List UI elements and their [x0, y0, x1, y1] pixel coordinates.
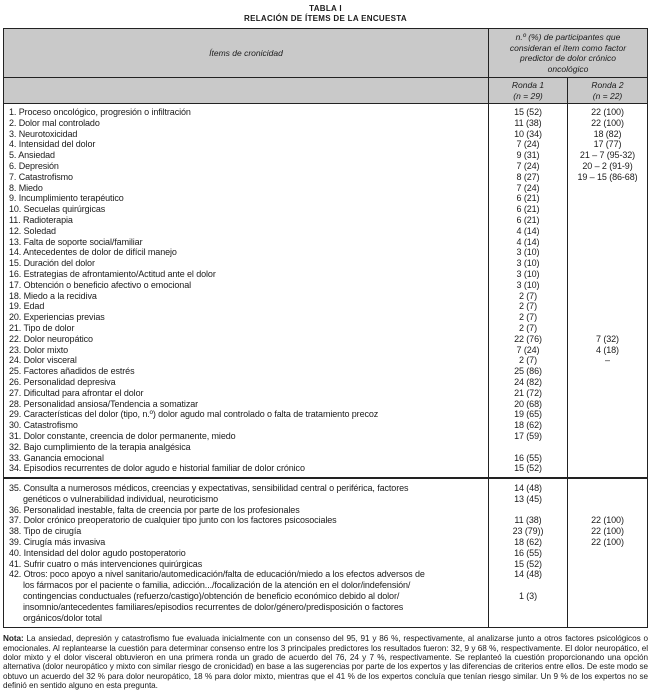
- round2-value: 22 (100): [567, 526, 647, 537]
- table-row: [4, 161, 647, 172]
- table-row: [4, 613, 647, 628]
- item-label: 37. Dolor crónico preoperatorio de cualquier tipo junto con los factores psicosociales: [9, 515, 337, 526]
- round1-value: 9 (31): [488, 150, 567, 161]
- table-row: [4, 104, 647, 118]
- round1-value: 13 (45): [488, 494, 567, 505]
- round2-value: [567, 548, 647, 559]
- table-row: [4, 323, 647, 334]
- table-note: [3, 634, 648, 690]
- item-label: 29. Características del dolor (tipo, n.º) dolor agudo mal controlado o falta de tratamiento precoz: [9, 409, 379, 420]
- round2-value: 4 (18): [567, 345, 647, 356]
- round2-value: [567, 269, 647, 280]
- table-row: [4, 442, 647, 453]
- round2-label: Ronda 2: [591, 80, 624, 90]
- item-label: 42. Otros: poco apoyo a nivel sanitario/automedicación/falta de educación/miedo a los efectos adversos de: [9, 569, 425, 580]
- item-label: 32. Bajo cumplimiento de la terapia analgésica: [9, 441, 191, 452]
- round1-value: 17 (59): [488, 431, 567, 442]
- table-row: [4, 479, 647, 494]
- item-label: 28. Personalidad ansiosa/Tendencia a somatizar: [9, 398, 199, 409]
- round2-value: [567, 463, 647, 477]
- item-label: 31. Dolor constante, creencia de dolor permanente, miedo: [9, 430, 236, 441]
- round2-value: [567, 613, 647, 628]
- round1-value: 2 (7): [488, 301, 567, 312]
- round1-value: 2 (7): [488, 291, 567, 302]
- round2-value: [567, 388, 647, 399]
- round1-n: (n = 29): [513, 90, 543, 101]
- round1-value: 15 (52): [488, 104, 567, 118]
- table-row: [4, 591, 647, 602]
- round-header-spacer: [4, 78, 488, 103]
- round2-value: 22 (100): [567, 537, 647, 548]
- round2-value: [567, 505, 647, 516]
- item-label: 12. Soledad: [9, 225, 56, 236]
- round1-value: 7 (24): [488, 161, 567, 172]
- round1-value: 2 (7): [488, 355, 567, 366]
- round2-n: (n = 22): [592, 90, 623, 101]
- round1-value: 14 (48): [488, 569, 567, 580]
- round-header-row: [4, 78, 647, 104]
- round2-value: [567, 183, 647, 194]
- round1-value: 18 (62): [488, 420, 567, 431]
- round1-value: 20 (68): [488, 399, 567, 410]
- item-label: 26. Personalidad depresiva: [9, 376, 116, 387]
- round2-value: [567, 215, 647, 226]
- item-label: 20. Experiencias previas: [9, 312, 105, 323]
- round2-value: [567, 399, 647, 410]
- round2-value: [567, 569, 647, 580]
- round1-value: 4 (14): [488, 226, 567, 237]
- item-label: 30. Catastrofismo: [9, 420, 78, 431]
- round2-header: [567, 78, 647, 103]
- table-row: [4, 237, 647, 248]
- round2-value: [567, 409, 647, 420]
- table-number: TABLA I: [309, 4, 342, 13]
- table-header-row: [4, 29, 647, 78]
- round1-value: 7 (24): [488, 139, 567, 150]
- round2-value: [567, 280, 647, 291]
- round1-value: 6 (21): [488, 193, 567, 204]
- round1-value: 24 (82): [488, 377, 567, 388]
- round1-value: 22 (76): [488, 334, 567, 345]
- table-row: [4, 312, 647, 323]
- table-row: [4, 269, 647, 280]
- round1-label: Ronda 1: [511, 80, 545, 90]
- round1-value: 1 (3): [488, 591, 567, 602]
- table-row: [4, 580, 647, 591]
- item-label: 6. Depresión: [9, 160, 59, 171]
- item-label: 33. Ganancia emocional: [9, 452, 104, 463]
- value-header-line: n.º (%) de participantes que: [515, 32, 621, 42]
- table-row: [4, 505, 647, 516]
- round1-value: 18 (62): [488, 537, 567, 548]
- round2-value: [567, 591, 647, 602]
- round1-value: 25 (86): [488, 366, 567, 377]
- table-row: [4, 559, 647, 570]
- table-row: [4, 388, 647, 399]
- table-row: [4, 118, 647, 129]
- round1-value: 16 (55): [488, 548, 567, 559]
- table-row: [4, 537, 647, 548]
- round2-value: [567, 580, 647, 591]
- table-row: [4, 345, 647, 356]
- round2-value: [567, 323, 647, 334]
- round2-value: [567, 431, 647, 442]
- item-label: 13. Falta de soporte social/familiar: [9, 236, 143, 247]
- round1-value: 7 (24): [488, 345, 567, 356]
- table-row: [4, 204, 647, 215]
- round2-value: [567, 193, 647, 204]
- item-label: 36. Personalidad inestable, falta de creencia por parte de los profesionales: [9, 504, 300, 515]
- round1-value: 21 (72): [488, 388, 567, 399]
- survey-items-table: [3, 28, 648, 628]
- items-section-1: [4, 104, 647, 477]
- round1-value: 3 (10): [488, 280, 567, 291]
- round2-value: 19 – 15 (86-68): [567, 172, 647, 183]
- round2-value: [567, 247, 647, 258]
- table-caption: RELACIÓN DE ÍTEMS DE LA ENCUESTA: [244, 14, 407, 23]
- table-row: [4, 258, 647, 269]
- table-row: [4, 301, 647, 312]
- table-row: [4, 526, 647, 537]
- round2-value: 20 – 2 (91-9): [567, 161, 647, 172]
- table-row: [4, 183, 647, 194]
- item-label: 4. Intensidad del dolor: [9, 139, 96, 150]
- value-header-line: oncológico: [547, 63, 589, 74]
- round1-value: 2 (7): [488, 312, 567, 323]
- item-label: 9. Incumplimiento terapéutico: [9, 193, 124, 204]
- table-row: [4, 420, 647, 431]
- round2-value: [567, 479, 647, 494]
- item-label: 18. Miedo a la recidiva: [9, 290, 97, 301]
- table-row: [4, 569, 647, 580]
- table-row: [4, 172, 647, 183]
- value-column-header: [488, 29, 647, 77]
- item-label: 7. Catastrofismo: [9, 171, 73, 182]
- table-row: [4, 215, 647, 226]
- item-label: 10. Secuelas quirúrgicas: [9, 204, 106, 215]
- item-label: 15. Duración del dolor: [9, 258, 95, 269]
- round1-value: 23 (79)): [488, 526, 567, 537]
- value-header-line: predictor de dolor crónico: [520, 53, 616, 63]
- round1-value: 15 (52): [488, 559, 567, 570]
- item-label: 41. Sufrir cuatro o más intervenciones quirúrgicas: [9, 558, 203, 569]
- table-row: [4, 377, 647, 388]
- item-label: 2. Dolor mal controlado: [9, 117, 100, 128]
- table-row: [4, 226, 647, 237]
- table-row: [4, 193, 647, 204]
- round1-value: 6 (21): [488, 215, 567, 226]
- item-label: 1. Proceso oncológico, progresión o infiltración: [9, 107, 191, 117]
- round2-value: [567, 291, 647, 302]
- item-label: 34. Episodios recurrentes de dolor agudo e historial familiar de dolor crónico: [9, 463, 305, 474]
- round1-value: [488, 580, 567, 591]
- item-label: 5. Ansiedad: [9, 150, 55, 161]
- table-row: [4, 355, 647, 366]
- round2-value: 22 (100): [567, 118, 647, 129]
- item-label: 14. Antecedentes de dolor de difícil manejo: [9, 247, 177, 258]
- round1-value: [488, 442, 567, 453]
- item-label: insomnio/antecedentes familiares/episodios recurrentes de dolor/género/predisposición o factores: [23, 601, 404, 612]
- round1-header: [488, 78, 567, 103]
- table-row: [4, 602, 647, 613]
- table-row: [4, 548, 647, 559]
- table-row: [4, 150, 647, 161]
- round1-value: [488, 602, 567, 613]
- item-label: 27. Dificultad para afrontar el dolor: [9, 387, 144, 398]
- item-label: 22. Dolor neuropático: [9, 333, 93, 344]
- value-header-line: consideran el ítem como factor: [509, 42, 627, 53]
- round1-value: 16 (55): [488, 453, 567, 464]
- item-label: 17. Obtención o beneficio afectivo o emocional: [9, 279, 192, 290]
- round2-value: [567, 494, 647, 505]
- round1-value: 7 (24): [488, 183, 567, 194]
- round1-value: [488, 505, 567, 516]
- item-label: orgánicos/dolor total: [23, 612, 102, 623]
- item-label: genéticos o vulnerabilidad individual, neuroticismo: [23, 493, 219, 504]
- round1-value: 4 (14): [488, 237, 567, 248]
- item-label: 38. Tipo de cirugía: [9, 526, 82, 537]
- round1-value: 11 (38): [488, 118, 567, 129]
- round1-value: 3 (10): [488, 247, 567, 258]
- round2-value: [567, 559, 647, 570]
- table-title: [3, 4, 648, 24]
- items-column-header: Ítems de cronicidad: [209, 48, 283, 58]
- items-section-2: [4, 477, 647, 627]
- round2-value: [567, 377, 647, 388]
- round2-value: [567, 237, 647, 248]
- note-text: La ansiedad, depresión y catastrofismo fue evaluada inicialmente con un consenso del 95, 91 y 86 %, respectivamente, al analizarse junto a otros factores psicológicos o emocionales. Al replantearse la cuestión para determinar consenso entre los 3 principales predictores los resultados fueron: 32, 9 y 68 %, respectivamente. El dolor neuropático, el dolor mixto y el dolor visceral obtuvieron en una primera ronda un grado de acuerdo del 76, 24 y 7 %, respectivamente. Se replanteó la cuestión proporcionando una opción alternativa (dolor neuropático y mixto con similar riesgo de cronicidad) en base a las sugerencias por parte de los expertos y las diferencias de criterios entre ellos. De este modo se obtuvo un acuerdo del 32 % para dolor neuropático, 18 % para dolor mixto, mientras que el 41 % de los expertos concluía que tenían riesgo similar. Un 9 % de los expertos no se definió en sentido alguno en esta pregunta.: [3, 634, 648, 690]
- round2-value: 22 (100): [567, 515, 647, 526]
- table-row: [4, 494, 647, 505]
- table-row: [4, 129, 647, 140]
- table-row: [4, 291, 647, 302]
- table-row: [4, 431, 647, 442]
- item-label: 23. Dolor mixto: [9, 344, 69, 355]
- table-row: [4, 366, 647, 377]
- table-row: [4, 399, 647, 410]
- round1-value: 8 (27): [488, 172, 567, 183]
- item-label: los fármacos por el paciente o familia, adicción.../focalización de la atención en el dolor/indefensión/: [23, 580, 411, 591]
- round2-value: –: [567, 355, 647, 366]
- round1-value: 15 (52): [488, 463, 567, 477]
- round2-value: [567, 602, 647, 613]
- round2-value: [567, 366, 647, 377]
- item-label: 16. Estrategias de afrontamiento/Actitud ante el dolor: [9, 268, 216, 279]
- round1-value: [488, 613, 567, 628]
- item-label: 35. Consulta a numerosos médicos, creencias y expectativas, sensibilidad central o periférica, factores: [9, 483, 409, 494]
- round2-value: [567, 312, 647, 323]
- round1-value: 2 (7): [488, 323, 567, 334]
- item-label: 24. Dolor visceral: [9, 355, 77, 366]
- round2-value: 22 (100): [567, 104, 647, 118]
- item-label: 25. Factores añadidos de estrés: [9, 366, 135, 377]
- round1-value: 19 (65): [488, 409, 567, 420]
- round2-value: [567, 453, 647, 464]
- round1-value: 14 (48): [488, 479, 567, 494]
- item-label: 39. Cirugía más invasiva: [9, 537, 106, 548]
- round2-value: [567, 226, 647, 237]
- round2-value: [567, 301, 647, 312]
- round2-value: [567, 442, 647, 453]
- round2-value: 17 (77): [567, 139, 647, 150]
- item-label: 11. Radioterapia: [9, 214, 73, 225]
- note-label: Nota:: [3, 634, 24, 644]
- item-label: contingencias conductuales (refuerzo/castigo)/obtención de beneficio económico debido al dolor/: [23, 591, 400, 602]
- round2-value: 21 – 7 (95-32): [567, 150, 647, 161]
- round2-value: [567, 204, 647, 215]
- table-row: [4, 139, 647, 150]
- table-row: [4, 463, 647, 477]
- round2-value: 7 (32): [567, 334, 647, 345]
- round1-value: 6 (21): [488, 204, 567, 215]
- item-label: 21. Tipo de dolor: [9, 322, 75, 333]
- round1-value: 10 (34): [488, 129, 567, 140]
- round2-value: [567, 258, 647, 269]
- round1-value: 3 (10): [488, 269, 567, 280]
- round2-value: 18 (82): [567, 129, 647, 140]
- table-row: [4, 280, 647, 291]
- round1-value: 3 (10): [488, 258, 567, 269]
- item-label: 19. Edad: [9, 301, 45, 312]
- table-row: [4, 334, 647, 345]
- item-label: 3. Neurotoxicidad: [9, 128, 78, 139]
- table-row: [4, 247, 647, 258]
- round1-value: 11 (38): [488, 515, 567, 526]
- table-row: [4, 515, 647, 526]
- item-label: 40. Intensidad del dolor agudo postoperatorio: [9, 547, 186, 558]
- round2-value: [567, 420, 647, 431]
- table-row: [4, 409, 647, 420]
- item-label: 8. Miedo: [9, 182, 43, 193]
- table-row: [4, 453, 647, 464]
